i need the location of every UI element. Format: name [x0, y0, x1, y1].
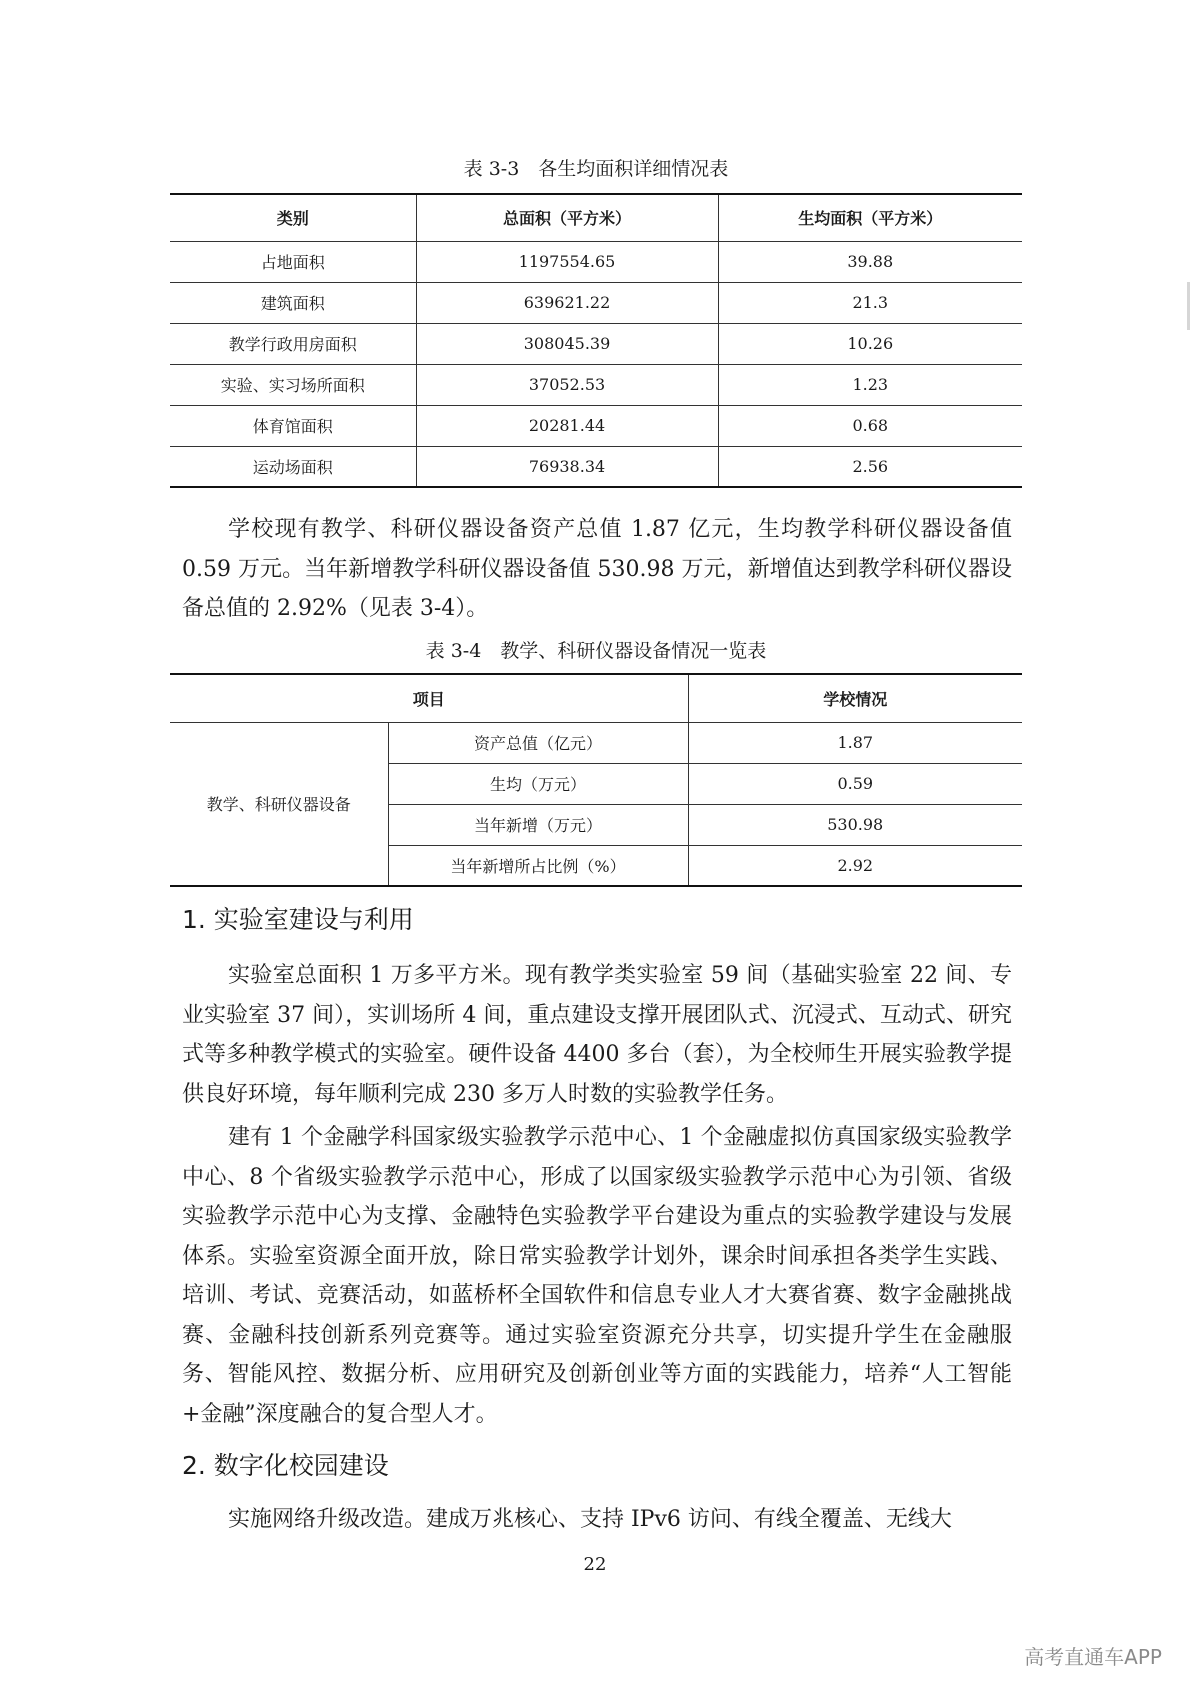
table-cell: 运动场面积 [252, 457, 333, 477]
table-header-row [170, 194, 1022, 241]
group-label-cell: 教学、科研仪器设备 [206, 795, 351, 815]
table-row [170, 282, 1022, 323]
table-cell: 76938.34 [416, 446, 718, 487]
column-header-per-student-area: 生均面积（平方米） [718, 194, 1022, 241]
column-header-category: 类别 [170, 194, 416, 241]
page-number: 22 [583, 1554, 607, 1575]
table-cell: 639621.22 [416, 282, 718, 323]
table-cell: 39.88 [718, 241, 1022, 282]
table-3-4 [170, 673, 1022, 887]
table-cell: 建筑面积 [170, 282, 416, 323]
column-header-total-area: 总面积（平方米） [416, 194, 718, 241]
table-cell: 资产总值（亿元） [388, 722, 688, 763]
table-cell: 10.26 [718, 323, 1022, 364]
section-heading-lab: 1. 实验室建设与利用 [182, 905, 414, 934]
watermark-text: 高考直通车APP [1024, 1645, 1162, 1669]
table-cell: 1.87 [688, 722, 1022, 763]
column-header-item: 项目 [170, 674, 688, 722]
table-cell: 20281.44 [416, 405, 718, 446]
lab-paragraph-1: 实验室总面积 1 万多平方米。现有教学类实验室 59 间（基础实验室 22 间、专业实验室 37 间），实训场所 4 间，重点建设支撑开展团队式、沉浸式、互动式、研究式等多种教学模式的实验室。硬件设备 4400 多台（套），为全校师生开展实验教学提供良好环境，每年顺利完成 230 多万人时数的实验教学任务。 [182, 963, 1012, 1107]
table-3-3 [170, 193, 1022, 488]
table-row [170, 241, 1022, 282]
table-row [170, 364, 1022, 405]
table-3-4-caption: 表 3-4 教学、科研仪器设备情况一览表 [425, 640, 767, 662]
column-header-school-status: 学校情况 [688, 674, 1022, 722]
table-cell: 生均（万元） [388, 763, 688, 804]
table-cell: 2.56 [718, 446, 1022, 487]
table-cell: 2.92 [688, 845, 1022, 886]
table-cell: 1197554.65 [416, 241, 718, 282]
table-header-row [170, 674, 1022, 722]
table-cell: 体育馆面积 [170, 405, 416, 446]
table-cell: 37052.53 [416, 364, 718, 405]
table-3-3-caption: 表 3-3 各生均面积详细情况表 [463, 158, 729, 180]
table-row [170, 323, 1022, 364]
table-cell: 1.23 [718, 364, 1022, 405]
table-cell: 530.98 [688, 804, 1022, 845]
section-heading-digital-campus: 2. 数字化校园建设 [182, 1451, 389, 1480]
table-cell: 当年新增所占比例（%） [388, 845, 688, 886]
table-cell: 21.3 [718, 282, 1022, 323]
table-row [170, 405, 1022, 446]
table-cell: 当年新增（万元） [388, 804, 688, 845]
table-row [170, 722, 1022, 763]
table-cell: 占地面积 [170, 241, 416, 282]
table-cell: 0.68 [718, 405, 1022, 446]
table-cell: 308045.39 [416, 323, 718, 364]
equipment-paragraph: 学校现有教学、科研仪器设备资产总值 1.87 亿元，生均教学科研仪器设备值 0.59 万元。当年新增教学科研仪器设备值 530.98 万元，新增值达到教学科研仪器设备总值的 2.92%（见表 3-4）。 [182, 517, 1012, 621]
digital-campus-paragraph: 实施网络升级改造。建成万兆核心、支持 IPv6 访问、有线全覆盖、无线大 [228, 1507, 952, 1532]
table-cell: 实验、实习场所面积 [170, 364, 416, 405]
table-cell: 教学行政用房面积 [170, 323, 416, 364]
table-cell: 0.59 [688, 763, 1022, 804]
table-row [170, 446, 1022, 487]
lab-paragraph-2: 建有 1 个金融学科国家级实验教学示范中心、1 个金融虚拟仿真国家级实验教学中心、8 个省级实验教学示范中心，形成了以国家级实验教学示范中心为引领、省级实验教学示范中心为支撑、金融特色实验教学平台建设为重点的实验教学建设与发展体系。实验室资源全面开放，除日常实验教学计划外，课余时间承担各类学生实践、培训、考试、竞赛活动，如蓝桥杯全国软件和信息专业人才大赛省赛、数字金融挑战赛、金融科技创新系列竞赛等。通过实验室资源充分共享，切实提升学生在金融服务、智能风控、数据分析、应用研究及创新创业等方面的实践能力，培养“人工智能+金融”深度融合的复合型人才。 [182, 1125, 1012, 1427]
